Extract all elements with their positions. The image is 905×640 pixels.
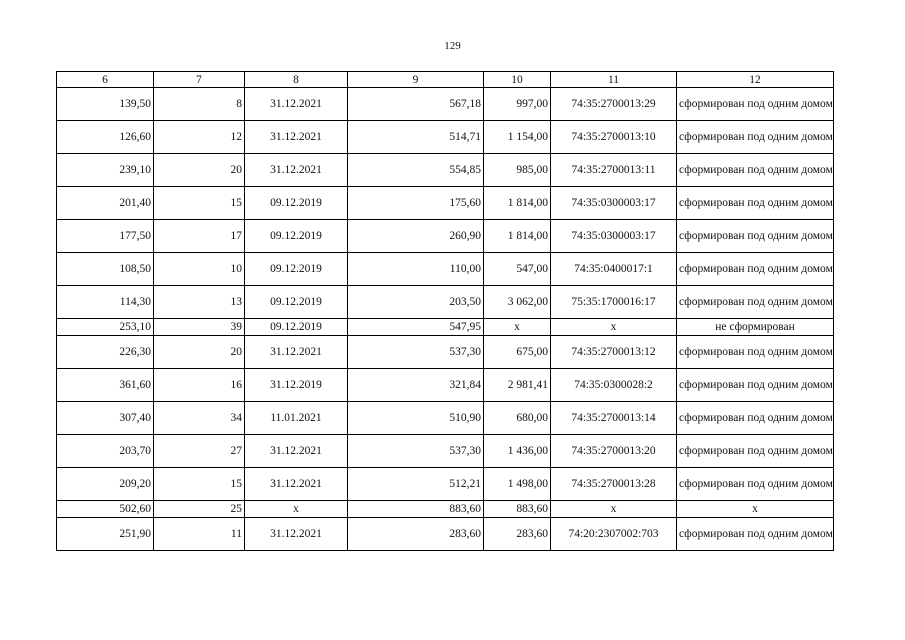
cell-col-8: 11.01.2021 [245,402,348,435]
cell-col-7: 15 [154,468,245,501]
cell-col-7: 13 [154,286,245,319]
cell-col-12: сформирован под одним домом [677,187,834,220]
table-row [57,468,834,501]
column-header-8: 8 [245,72,348,88]
cell-col-11: x [551,319,677,336]
cell-col-7: 27 [154,435,245,468]
cell-col-7: 11 [154,518,245,551]
cell-col-8: 31.12.2021 [245,468,348,501]
table-row [57,154,834,187]
cell-col-9: 537,30 [348,336,484,369]
cell-col-10: 985,00 [484,154,551,187]
table-row [57,319,834,336]
cell-col-9: 321,84 [348,369,484,402]
cell-col-12: сформирован под одним домом [677,468,834,501]
cell-col-9: 260,90 [348,220,484,253]
cell-col-12: сформирован под одним домом [677,286,834,319]
cell-col-12: сформирован под одним домом [677,518,834,551]
cell-col-10: 675,00 [484,336,551,369]
cell-col-11: 74:35:0300028:2 [551,369,677,402]
cell-col-12: сформирован под одним домом [677,121,834,154]
cell-col-6: 203,70 [57,435,154,468]
cell-col-11: 74:35:0400017:1 [551,253,677,286]
cell-col-9: 512,21 [348,468,484,501]
cell-col-6: 239,10 [57,154,154,187]
cell-col-11: 74:35:2700013:10 [551,121,677,154]
cell-col-9: 203,50 [348,286,484,319]
cell-col-12: сформирован под одним домом [677,253,834,286]
column-header-10: 10 [484,72,551,88]
cell-col-7: 15 [154,187,245,220]
cell-col-10: 3 062,00 [484,286,551,319]
table-row [57,121,834,154]
cell-col-11: 74:35:0300003:17 [551,187,677,220]
cell-col-8: 31.12.2021 [245,518,348,551]
cell-col-11: x [551,501,677,518]
cell-col-10: 283,60 [484,518,551,551]
cell-col-11: 74:35:2700013:14 [551,402,677,435]
cell-col-12: x [677,501,834,518]
cell-col-6: 209,20 [57,468,154,501]
cell-col-12: сформирован под одним домом [677,88,834,121]
cell-col-10: 1 436,00 [484,435,551,468]
header-row [57,72,834,88]
cell-col-9: 283,60 [348,518,484,551]
table-row [57,220,834,253]
table-header [57,72,834,88]
cell-col-7: 16 [154,369,245,402]
cell-col-9: 514,71 [348,121,484,154]
data-table [56,71,834,551]
table-row [57,187,834,220]
cell-col-9: 883,60 [348,501,484,518]
cell-col-7: 20 [154,154,245,187]
cell-col-6: 502,60 [57,501,154,518]
cell-col-6: 126,60 [57,121,154,154]
cell-col-11: 74:35:2700013:29 [551,88,677,121]
cell-col-8: 09.12.2019 [245,220,348,253]
cell-col-6: 139,50 [57,88,154,121]
cell-col-6: 251,90 [57,518,154,551]
cell-col-6: 201,40 [57,187,154,220]
cell-col-10: 883,60 [484,501,551,518]
table-row [57,286,834,319]
cell-col-10: 1 498,00 [484,468,551,501]
table-row [57,501,834,518]
cell-col-11: 74:35:2700013:20 [551,435,677,468]
cell-col-10: 547,00 [484,253,551,286]
table-row [57,336,834,369]
column-header-11: 11 [551,72,677,88]
cell-col-8: 09.12.2019 [245,187,348,220]
table-row [57,518,834,551]
cell-col-11: 74:35:2700013:12 [551,336,677,369]
cell-col-6: 253,10 [57,319,154,336]
cell-col-10: 2 981,41 [484,369,551,402]
cell-col-12: сформирован под одним домом [677,402,834,435]
cell-col-9: 554,85 [348,154,484,187]
table-row [57,253,834,286]
column-header-6: 6 [57,72,154,88]
page-number: 129 [444,40,461,52]
cell-col-11: 74:35:2700013:11 [551,154,677,187]
cell-col-10: 1 814,00 [484,187,551,220]
cell-col-6: 114,30 [57,286,154,319]
table-row [57,402,834,435]
table-body [57,88,834,551]
cell-col-7: 25 [154,501,245,518]
cell-col-7: 34 [154,402,245,435]
column-header-9: 9 [348,72,484,88]
cell-col-11: 74:35:2700013:28 [551,468,677,501]
cell-col-12: сформирован под одним домом [677,336,834,369]
cell-col-9: 110,00 [348,253,484,286]
cell-col-10: 1 814,00 [484,220,551,253]
cell-col-6: 177,50 [57,220,154,253]
cell-col-11: 74:35:0300003:17 [551,220,677,253]
cell-col-8: 31.12.2021 [245,154,348,187]
cell-col-10: 1 154,00 [484,121,551,154]
table-row [57,369,834,402]
cell-col-10: 680,00 [484,402,551,435]
cell-col-10: x [484,319,551,336]
cell-col-8: 31.12.2021 [245,336,348,369]
cell-col-9: 510,90 [348,402,484,435]
cell-col-6: 361,60 [57,369,154,402]
cell-col-12: сформирован под одним домом [677,369,834,402]
cell-col-7: 20 [154,336,245,369]
table-row [57,88,834,121]
cell-col-9: 175,60 [348,187,484,220]
cell-col-8: 31.12.2019 [245,369,348,402]
cell-col-8: x [245,501,348,518]
column-header-7: 7 [154,72,245,88]
cell-col-11: 74:20:2307002:703 [551,518,677,551]
cell-col-8: 09.12.2019 [245,253,348,286]
cell-col-8: 31.12.2021 [245,435,348,468]
cell-col-6: 226,30 [57,336,154,369]
cell-col-7: 17 [154,220,245,253]
cell-col-11: 75:35:1700016:17 [551,286,677,319]
cell-col-7: 8 [154,88,245,121]
cell-col-8: 31.12.2021 [245,88,348,121]
cell-col-10: 997,00 [484,88,551,121]
cell-col-12: сформирован под одним домом [677,435,834,468]
cell-col-7: 39 [154,319,245,336]
cell-col-7: 10 [154,253,245,286]
cell-col-9: 567,18 [348,88,484,121]
cell-col-6: 108,50 [57,253,154,286]
table-row [57,435,834,468]
cell-col-12: не сформирован [677,319,834,336]
cell-col-8: 09.12.2019 [245,319,348,336]
cell-col-12: сформирован под одним домом [677,220,834,253]
cell-col-8: 09.12.2019 [245,286,348,319]
cell-col-6: 307,40 [57,402,154,435]
cell-col-9: 537,30 [348,435,484,468]
column-header-12: 12 [677,72,834,88]
cell-col-7: 12 [154,121,245,154]
cell-col-8: 31.12.2021 [245,121,348,154]
cell-col-9: 547,95 [348,319,484,336]
cell-col-12: сформирован под одним домом [677,154,834,187]
